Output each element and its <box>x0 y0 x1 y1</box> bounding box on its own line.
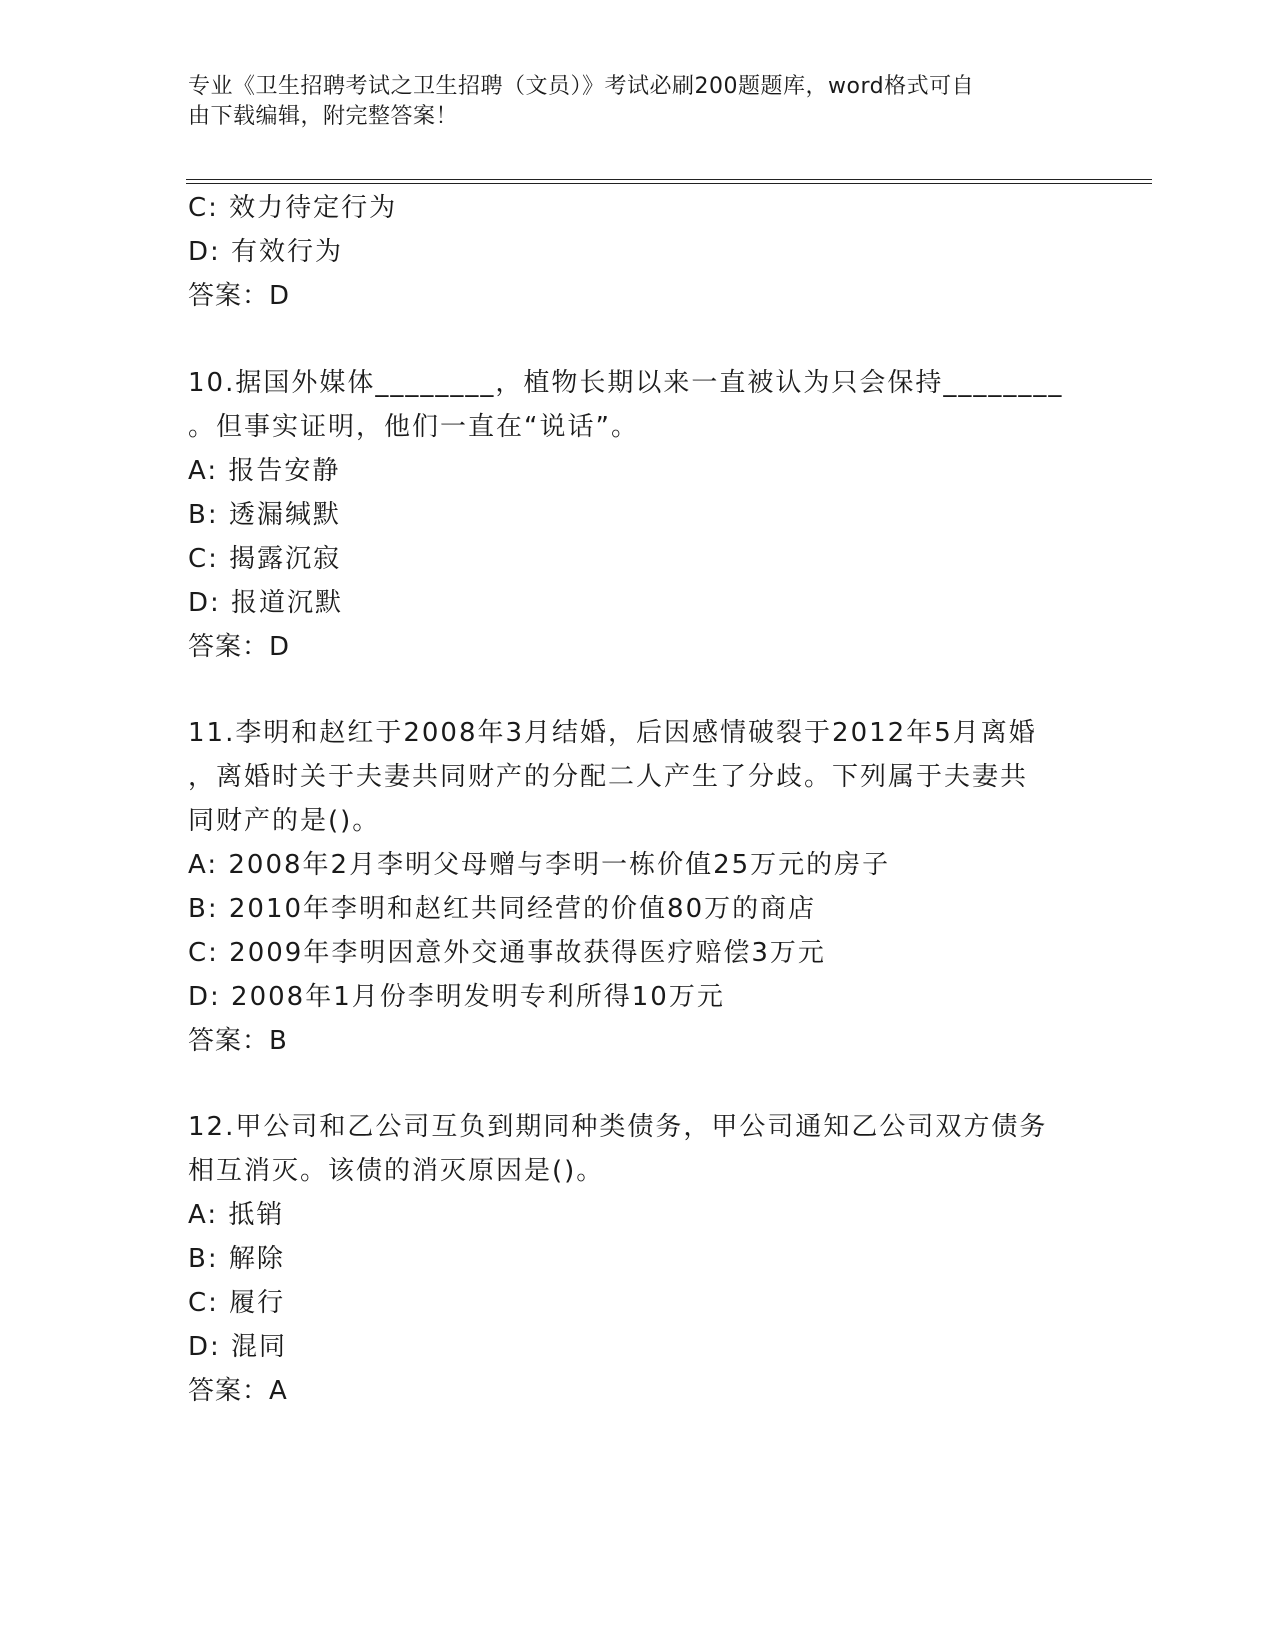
q12-option-b: B: 解除 <box>188 1244 285 1274</box>
q10-stem-line-1: 10.据国外媒体________，植物长期以来一直被认为只会保持________ <box>188 368 1064 398</box>
q10-option-b: B: 透漏缄默 <box>188 500 341 530</box>
q10-stem-line-2: 。但事实证明，他们一直在“说话”。 <box>188 412 639 442</box>
q11-stem-line-2: ，离婚时关于夫妻共同财产的分配二人产生了分歧。下列属于夫妻共 <box>188 762 1029 792</box>
q9-option-c: C: 效力待定行为 <box>188 193 398 223</box>
q12-option-c: C: 履行 <box>188 1288 286 1318</box>
q9-option-d: D: 有效行为 <box>188 237 344 267</box>
q10-answer: 答案：D <box>188 632 291 662</box>
header-divider-bottom <box>186 183 1152 184</box>
header-divider-top <box>186 179 1152 180</box>
q11-option-b: B: 2010年李明和赵红共同经营的价值80万的商店 <box>188 894 817 924</box>
q11-option-d: D: 2008年1月份李明发明专利所得10万元 <box>188 982 725 1012</box>
q11-stem-line-3: 同财产的是()。 <box>188 806 381 836</box>
q9-answer: 答案：D <box>188 281 291 311</box>
q12-option-d: D: 混同 <box>188 1332 288 1362</box>
q10-option-c: C: 揭露沉寂 <box>188 544 342 574</box>
q12-stem-line-2: 相互消灭。该债的消灭原因是()。 <box>188 1156 605 1186</box>
q11-option-a: A: 2008年2月李明父母赠与李明一栋价值25万元的房子 <box>188 850 891 880</box>
q12-answer: 答案：A <box>188 1376 288 1406</box>
q12-option-a: A: 抵销 <box>188 1200 285 1230</box>
q11-answer: 答案：B <box>188 1026 288 1056</box>
q11-stem-line-1: 11.李明和赵红于2008年3月结婚，后因感情破裂于2012年5月离婚 <box>188 718 1037 748</box>
q10-option-a: A: 报告安静 <box>188 456 341 486</box>
q10-option-d: D: 报道沉默 <box>188 588 344 618</box>
header-line-1: 专业《卫生招聘考试之卫生招聘（文员）》考试必刷200题题库，word格式可自 <box>188 74 975 99</box>
q11-option-c: C: 2009年李明因意外交通事故获得医疗赔偿3万元 <box>188 938 826 968</box>
header-line-2: 由下载编辑，附完整答案！ <box>188 104 459 129</box>
page-header <box>188 72 1068 132</box>
q12-stem-line-1: 12.甲公司和乙公司互负到期同种类债务，甲公司通知乙公司双方债务 <box>188 1112 1048 1142</box>
